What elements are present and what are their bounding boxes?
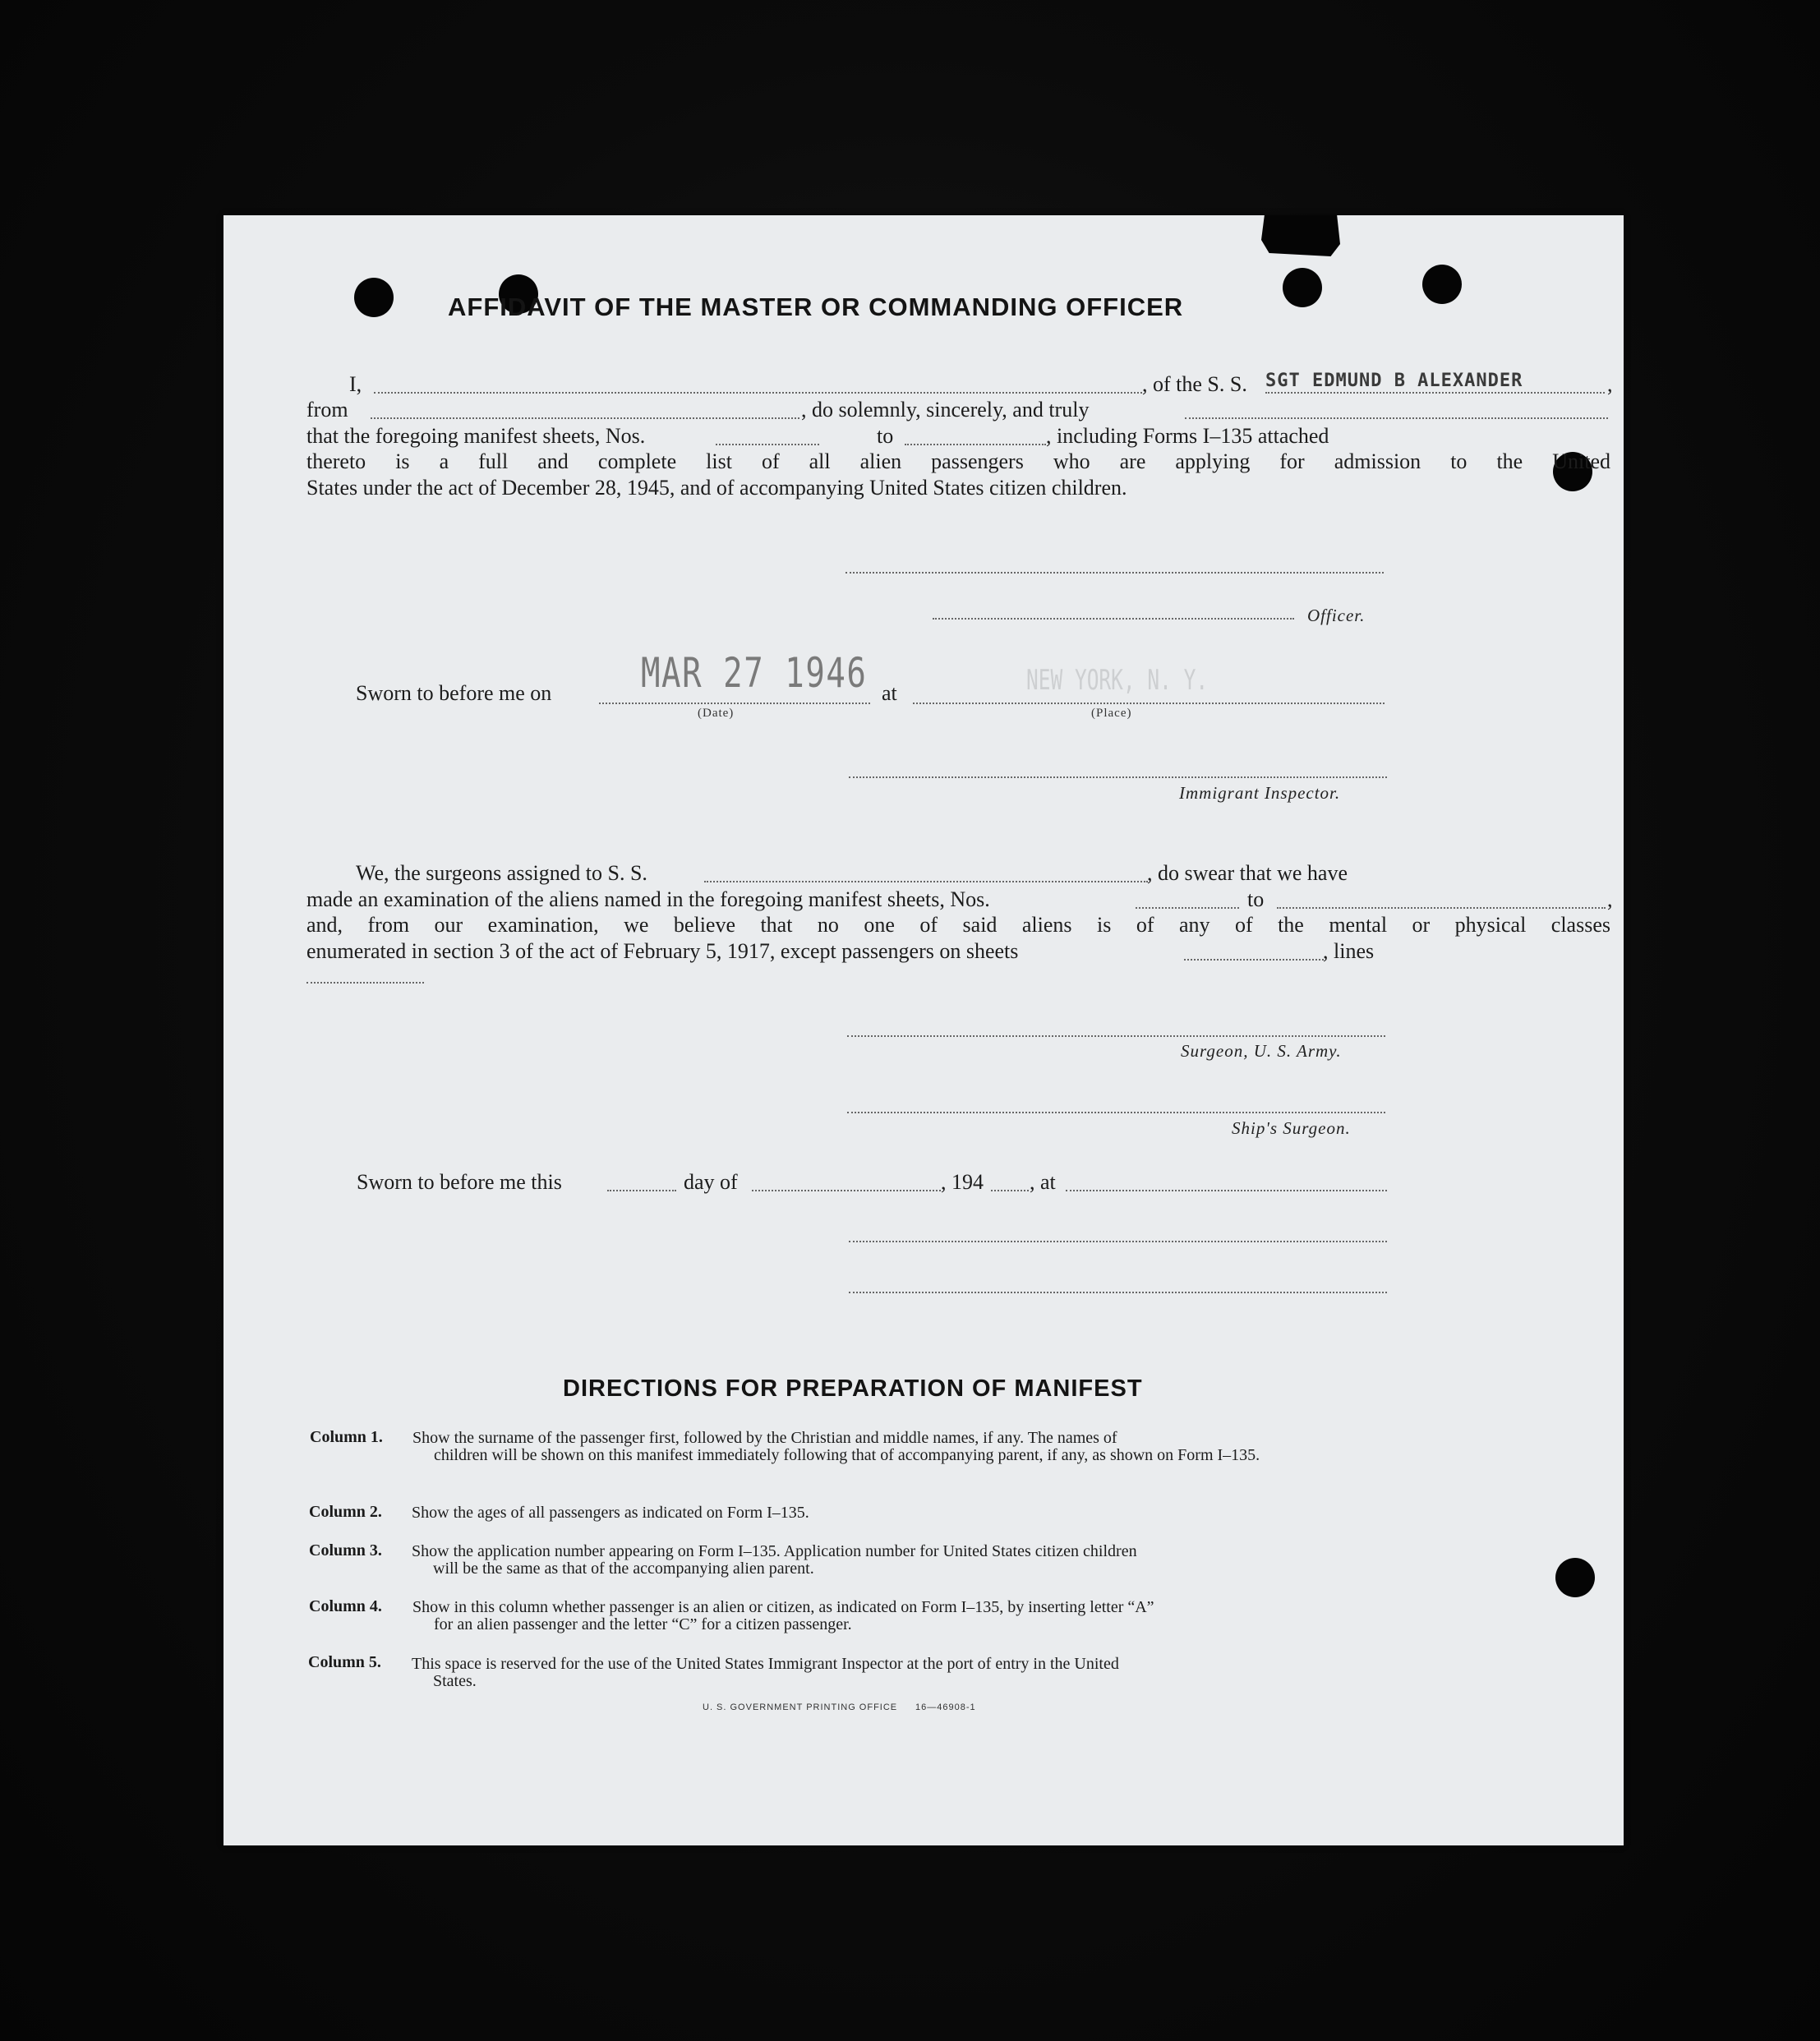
affidavit-line3-to: to [877, 424, 894, 448]
punch-hole [1555, 1558, 1595, 1597]
direction-continuation: will be the same as that of the accompanying alien parent. [433, 1560, 814, 1578]
direction-label: Column 5. [308, 1653, 381, 1671]
ship-name-stamp: SGT EDMUND B ALEXANDER [1265, 371, 1523, 391]
direction-text [412, 1430, 1387, 1464]
affidavit-line5: States under the act of December 28, 1945, and of accompanying United States citizen children. [306, 476, 1127, 500]
master-signature-line[interactable] [845, 572, 1384, 574]
except-sheets-field[interactable] [1184, 959, 1324, 961]
direction-label: Column 3. [309, 1541, 382, 1560]
date-caption: (Date) [698, 707, 735, 720]
direction-text [412, 1599, 1387, 1633]
sworn-month-field[interactable] [752, 1190, 941, 1191]
port-of-departure-field[interactable] [371, 417, 799, 419]
surgeons-line4-a: enumerated in section 3 of the act of February 5, 1917, except passengers on sheets [306, 939, 1019, 963]
punch-hole [1422, 265, 1462, 304]
officer-signature-line[interactable] [933, 618, 1294, 620]
sheet-from-field[interactable] [716, 444, 819, 445]
direction-continuation: States. [433, 1672, 477, 1690]
inspector-signature-line[interactable] [849, 776, 1387, 778]
surgeons-line2-a: made an examination of the aliens named in the foregoing manifest sheets, Nos. [306, 887, 990, 911]
sworn-at: , at [1030, 1170, 1056, 1194]
form-number: 16—46908-1 [915, 1702, 976, 1712]
directions-title: DIRECTIONS FOR PREPARATION OF MANIFEST [563, 1375, 1143, 1402]
exam-sheet-to-field[interactable] [1277, 907, 1606, 909]
sworn-date-field[interactable] [599, 703, 870, 704]
direction-text [412, 1656, 1386, 1690]
surgeons-line2-end: , [1607, 887, 1613, 911]
affidavit-line4: thereto is a full and complete list of all alien passengers who are applying for admission to the United [306, 449, 1610, 473]
direction-line1: Show the application number appearing on Form I–135. Application number for United States citizen children [412, 1542, 1137, 1560]
place-stamp: NEW YORK, N. Y. [1026, 664, 1209, 697]
exam-sheet-from-field[interactable] [1136, 907, 1239, 909]
direction-continuation: children will be shown on this manifest immediately following that of accompanying parent, if any, as shown on Form I–135. [434, 1446, 1260, 1464]
sworn-signature-line-1[interactable] [849, 1241, 1387, 1242]
direction-line1: Show in this column whether passenger is an alien or citizen, as indicated on Form I–135, by inserting letter “A” [412, 1598, 1154, 1616]
manifest-affidavit-page [223, 215, 1624, 1845]
surgeons-ship-field[interactable] [704, 881, 1148, 882]
sheet-to-field[interactable] [905, 444, 1046, 445]
sworn-day-of: day of [684, 1170, 738, 1194]
place-caption: (Place) [1091, 707, 1132, 720]
affidavit-from: from [306, 398, 348, 422]
direction-line1: Show the ages of all passengers as indicated on Form I–135. [412, 1504, 809, 1522]
surgeons-line3: and, from our examination, we believe that no one of said aliens is of any of the mental or physical classes [306, 913, 1610, 937]
surgeons-line4-b: , lines [1323, 939, 1375, 963]
sworn-signature-line-2[interactable] [849, 1292, 1387, 1293]
ship-surgeon-signature-line[interactable] [847, 1112, 1385, 1113]
affidavit-line1-end: , [1607, 372, 1613, 396]
except-lines-field[interactable] [306, 982, 424, 984]
sworn-day-field[interactable] [607, 1190, 676, 1191]
affidavit-line3-b: , including Forms I–135 attached [1046, 424, 1329, 448]
sworn-year: , 194 [941, 1170, 984, 1194]
army-surgeon-label: Surgeon, U. S. Army. [1181, 1041, 1342, 1061]
inspector-label: Immigrant Inspector. [1179, 783, 1341, 803]
affidavit-i: I, [349, 372, 362, 396]
direction-text [412, 1543, 1386, 1578]
ship-surgeon-label: Ship's Surgeon. [1232, 1118, 1351, 1138]
direction-line1: Show the surname of the passenger first, followed by the Christian and middle names, if any. The names of [412, 1429, 1117, 1447]
direction-label: Column 4. [309, 1597, 382, 1615]
surgeons-line2-to: to [1247, 887, 1265, 911]
affidavit-line3-a: that the foregoing manifest sheets, Nos. [306, 424, 646, 448]
direction-text [412, 1504, 1386, 1522]
sworn-on-label: Sworn to before me on [356, 681, 552, 705]
ship-name-field[interactable] [1265, 392, 1605, 394]
direction-continuation: for an alien passenger and the letter “C” for a citizen passenger. [434, 1615, 852, 1633]
surgeons-line1-b: , do swear that we have [1147, 861, 1348, 885]
sworn-at-label: at [882, 681, 897, 705]
sworn-place2-field[interactable] [1066, 1190, 1387, 1191]
army-surgeon-signature-line[interactable] [847, 1035, 1385, 1037]
direction-label: Column 2. [309, 1503, 382, 1521]
surgeons-line1-a: We, the surgeons assigned to S. S. [356, 861, 647, 885]
sworn-year-field[interactable] [991, 1190, 1029, 1191]
date-stamp: MAR 27 1946 [641, 649, 868, 697]
sworn-place-field[interactable] [913, 703, 1385, 704]
officer-label: Officer. [1307, 606, 1366, 625]
punch-hole [1283, 268, 1322, 307]
punch-hole [354, 278, 394, 317]
direction-label: Column 1. [310, 1428, 383, 1446]
affidavit-title: AFFIDAVIT OF THE MASTER OR COMMANDING OFFICER [448, 293, 1184, 321]
page-notch [1261, 215, 1340, 256]
affidavit-of-ss: , of the S. S. [1142, 372, 1247, 396]
master-name-field[interactable] [374, 392, 1142, 394]
printer-imprint: U. S. GOVERNMENT PRINTING OFFICE [703, 1702, 898, 1712]
affidavit-line2-mid: , do solemnly, sincerely, and truly [801, 398, 1090, 422]
sworn-this-label: Sworn to before me this [357, 1170, 562, 1194]
direction-line1: This space is reserved for the use of the United States Immigrant Inspector at the port of entry in the United [412, 1655, 1119, 1673]
affidavit-line2-blank[interactable] [1185, 417, 1608, 419]
